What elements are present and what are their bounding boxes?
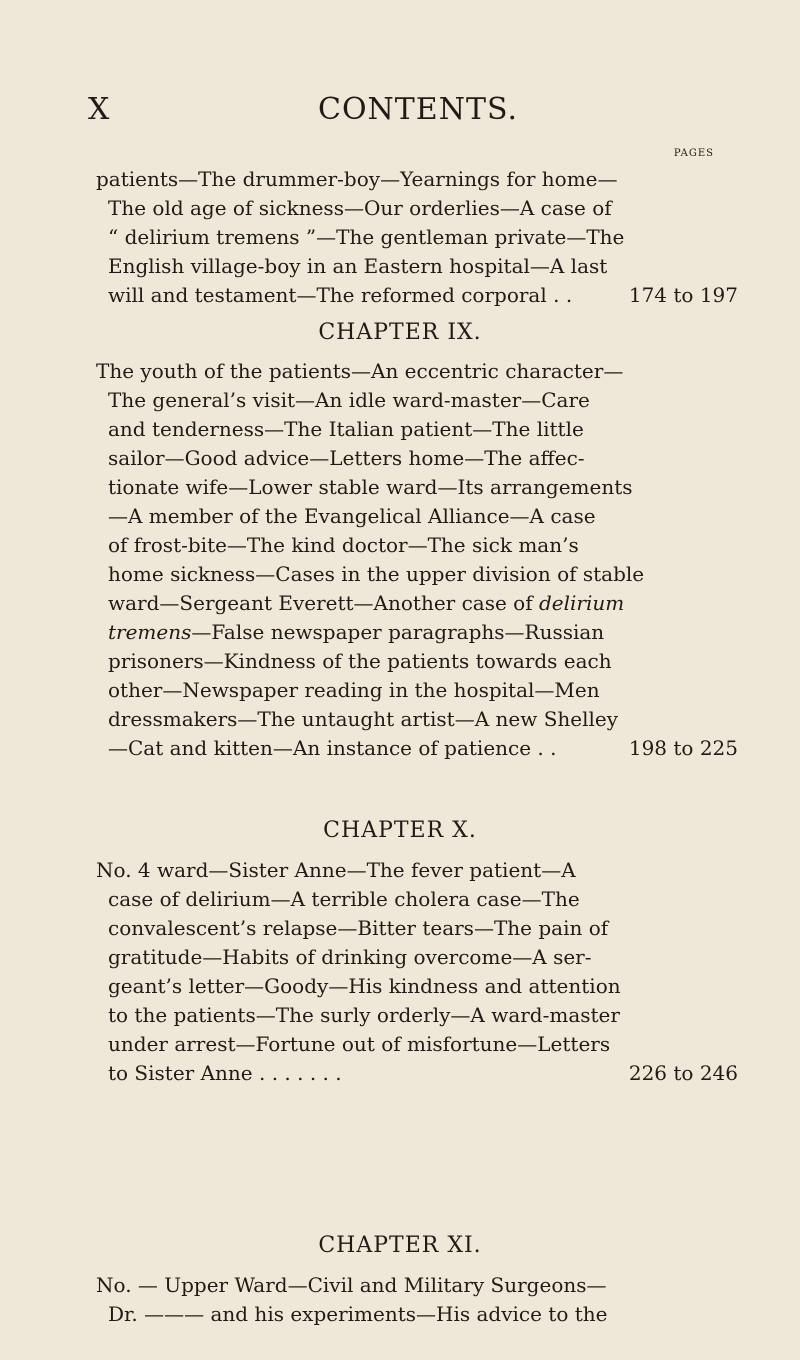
summary-line: No. — Upper Ward—Civil and Military Surgeons— — [96, 1273, 607, 1297]
summary-line: case of delirium—A terrible cholera case—The — [108, 887, 580, 911]
summary-line: sailor—Good advice—Letters home—The affec- — [108, 446, 585, 470]
page-range: 198 to 225 — [628, 736, 738, 760]
chapter-10-heading: CHAPTER X. — [323, 818, 477, 843]
summary-line: No. 4 ward—Sister Anne—The fever patient—A — [96, 858, 576, 882]
summary-line — [108, 589, 738, 618]
summary-line: under arrest—Fortune out of misfortune—Letters — [108, 1032, 611, 1056]
summary-line-last — [108, 281, 738, 310]
summary-line: and tenderness—The Italian patient—The little — [108, 417, 584, 441]
summary-line: patients—The drummer-boy—Yearnings for home— — [96, 167, 618, 191]
chapter-9-summary — [96, 357, 738, 763]
summary-line: “ delirium tremens ”—The gentleman private—The — [108, 225, 625, 249]
summary-line: dressmakers—The untaught artist—A new Shelley — [108, 707, 619, 731]
chapter-11-heading: CHAPTER XI. — [318, 1233, 482, 1258]
summary-text: ward—Sergeant Everett—Another case of — [108, 591, 539, 615]
summary-line: Dr. ——— and his experiments—His advice to the — [108, 1302, 608, 1326]
summary-line: to the patients—The surly orderly—A ward-master — [108, 1003, 620, 1027]
summary-line-text: to Sister Anne . . . . . . . — [108, 1061, 342, 1085]
summary-line: The youth of the patients—An eccentric character— — [96, 359, 624, 383]
summary-line-text: —Cat and kitten—An instance of patience . . — [108, 736, 557, 760]
chapter-9-heading: CHAPTER IX. — [318, 320, 482, 345]
summary-line: prisoners—Kindness of the patients towards each — [108, 649, 612, 673]
page-range: 174 to 197 — [628, 283, 738, 307]
summary-line: home sickness—Cases in the upper division of stable — [108, 562, 645, 586]
summary-line — [108, 618, 738, 647]
summary-text: —False newspaper paragraphs—Russian — [191, 620, 605, 644]
summary-line: gratitude—Habits of drinking overcome—A ser- — [108, 945, 592, 969]
summary-line: English village-boy in an Eastern hospital—A last — [108, 254, 608, 278]
page-number-roman: X — [88, 92, 111, 127]
summary-line: geant’s letter—Goody—His kindness and attention — [108, 974, 621, 998]
page-title: CONTENTS. — [318, 92, 518, 127]
running-head — [88, 92, 712, 127]
italic-term: tremens — [108, 620, 192, 644]
summary-line-last — [108, 1059, 738, 1088]
italic-term: delirium — [538, 591, 625, 615]
pages-column-label: PAGES — [673, 148, 714, 159]
summary-line: The old age of sickness—Our orderlies—A case of — [108, 196, 612, 220]
summary-line: other—Newspaper reading in the hospital—Men — [108, 678, 600, 702]
summary-line: of frost-bite—The kind doctor—The sick man’s — [108, 533, 579, 557]
page-range: 226 to 246 — [628, 1061, 738, 1085]
summary-line: convalescent’s relapse—Bitter tears—The pain of — [108, 916, 609, 940]
summary-line: The general’s visit—An idle ward-master—Care — [108, 388, 590, 412]
summary-line: tionate wife—Lower stable ward—Its arrangements — [108, 475, 633, 499]
summary-line: —A member of the Evangelical Alliance—A case — [108, 504, 596, 528]
summary-line-text: will and testament—The reformed corporal . . — [108, 283, 573, 307]
chapter-10-summary — [96, 856, 738, 1088]
chapter-8-summary — [96, 165, 738, 310]
summary-line-last — [108, 734, 738, 763]
chapter-11-summary — [96, 1271, 738, 1329]
